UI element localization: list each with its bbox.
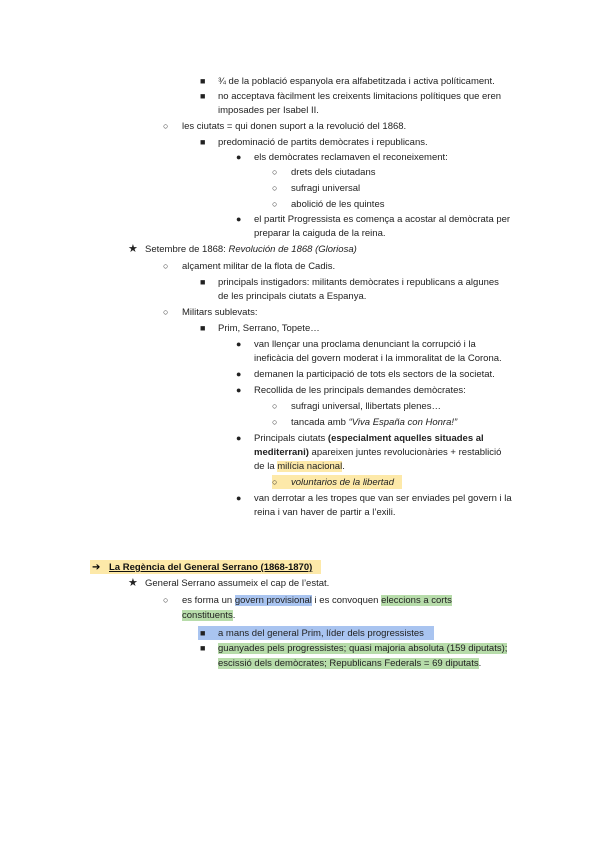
circle-bullet-icon: ○ <box>272 183 278 193</box>
list-item-continuation: preparar la caiguda de la reina. <box>254 228 386 239</box>
list-item-text: de la <box>254 461 278 472</box>
list-item-continuation: reina i van haver de partir a l’exili. <box>254 507 396 518</box>
list-item-continuation <box>218 657 481 670</box>
circle-bullet-icon: ○ <box>163 595 169 605</box>
list-item-text: Principals ciutats <box>254 433 328 444</box>
list-item: Militars sublevats: <box>182 307 258 318</box>
section-heading: La Regència del General Serrano (1868-1870) <box>109 562 313 573</box>
circle-bullet-icon: ○ <box>272 199 278 209</box>
list-item: sufragi universal <box>291 183 361 194</box>
circle-bullet-icon: ○ <box>163 261 169 271</box>
list-item: demanen la participació de tots els sectors de la societat. <box>254 369 495 380</box>
list-item: van llençar una proclama denunciant la corrupció i la <box>254 339 476 350</box>
list-item-text: es forma un <box>182 595 235 606</box>
list-item: alçament militar de la flota de Cadis. <box>182 261 336 272</box>
list-item <box>145 243 357 256</box>
list-item-continuation <box>182 609 235 622</box>
star-bullet-icon: ★ <box>128 577 138 589</box>
event-title: Revolución de 1868 (Gloriosa) <box>228 244 357 255</box>
list-item: Recollida de les principals demandes demòcrates: <box>254 385 466 396</box>
list-item-continuation <box>254 446 528 459</box>
dot-bullet-icon: ● <box>236 214 242 224</box>
list-item <box>182 594 452 607</box>
dot-bullet-icon: ● <box>236 339 242 349</box>
circle-bullet-icon: ○ <box>272 477 278 487</box>
list-item: principals instigadors: militants demòcrates i republicans a algunes <box>218 277 499 288</box>
highlighted-term: guanyades pels progressistes; quasi majoria absoluta (159 diputats); <box>218 643 508 654</box>
list-item: ¾ de la població espanyola era alfabetitzada i activa políticament. <box>218 76 495 87</box>
square-bullet-icon: ■ <box>200 628 206 638</box>
list-item-text: . <box>232 610 236 621</box>
date-label: Setembre de 1868: <box>145 244 229 255</box>
dot-bullet-icon: ● <box>236 385 242 395</box>
square-bullet-icon: ■ <box>200 323 206 333</box>
dot-bullet-icon: ● <box>236 433 242 443</box>
list-item: van derrotar a les tropes que van ser enviades pel govern i la <box>254 493 512 504</box>
square-bullet-icon: ■ <box>200 277 206 287</box>
list-item: predominació de partits demòcrates i republicans. <box>218 137 428 148</box>
list-item: a mans del general Prim, líder dels progressistes <box>218 628 424 639</box>
list-item: les ciutats = qui donen suport a la revolució del 1868. <box>182 121 407 132</box>
arrow-icon: ➔ <box>92 562 101 573</box>
list-item-text: . <box>478 658 482 669</box>
list-item: Prim, Serrano, Topete… <box>218 323 320 334</box>
list-item-text: . <box>342 461 345 472</box>
list-item: abolició de les quintes <box>291 199 385 210</box>
square-bullet-icon: ■ <box>200 76 206 86</box>
list-item-continuation: ineficàcia del govern moderat i la immoralitat de la Corona. <box>254 353 502 364</box>
highlighted-term: milícia nacional <box>277 461 343 472</box>
list-item: els demòcrates reclamaven el reconeixement: <box>254 152 448 163</box>
square-bullet-icon: ■ <box>200 91 206 101</box>
highlighted-term: constituents <box>182 610 233 621</box>
circle-bullet-icon: ○ <box>163 121 169 131</box>
emphasis-text: (especialment aquelles situades al <box>327 433 484 444</box>
list-item: no acceptava fàcilment les creixents limitacions polítiques que eren <box>218 91 502 102</box>
circle-bullet-icon: ○ <box>272 401 278 411</box>
list-item-continuation: imposades per Isabel II. <box>218 105 319 116</box>
list-item-continuation <box>254 460 345 473</box>
square-bullet-icon: ■ <box>200 643 206 653</box>
list-item-text: apareixen juntes revolucionàries + restablició <box>308 447 502 458</box>
emphasis-text: mediterrani) <box>254 447 309 458</box>
star-bullet-icon: ★ <box>128 243 138 255</box>
list-item: drets dels ciutadans <box>291 167 376 178</box>
circle-bullet-icon: ○ <box>272 417 278 427</box>
square-bullet-icon: ■ <box>200 137 206 147</box>
slogan: “Viva España con Honra!” <box>348 417 458 428</box>
list-item: sufragi universal, llibertats plenes… <box>291 401 441 412</box>
list-item <box>218 642 507 655</box>
highlighted-term: eleccions a corts <box>381 595 452 606</box>
list-item: voluntarios de la libertad <box>291 477 394 488</box>
dot-bullet-icon: ● <box>236 152 242 162</box>
circle-bullet-icon: ○ <box>272 167 278 177</box>
list-item: el partit Progressista es comença a acostar al demòcrata per <box>254 214 511 225</box>
dot-bullet-icon: ● <box>236 369 242 379</box>
circle-bullet-icon: ○ <box>163 307 169 317</box>
list-item <box>254 432 528 445</box>
list-item-text: i es convoquen <box>311 595 382 606</box>
list-item-text: tancada amb <box>291 417 349 428</box>
dot-bullet-icon: ● <box>236 493 242 503</box>
highlighted-term: govern provisional <box>234 595 312 606</box>
highlighted-term: escissió dels demòcrates; Republicans Federals = 69 diputats <box>218 658 479 669</box>
list-item <box>291 416 457 429</box>
list-item: General Serrano assumeix el cap de l’estat. <box>145 578 330 589</box>
list-item-continuation: de les principals ciutats a Espanya. <box>218 291 367 302</box>
